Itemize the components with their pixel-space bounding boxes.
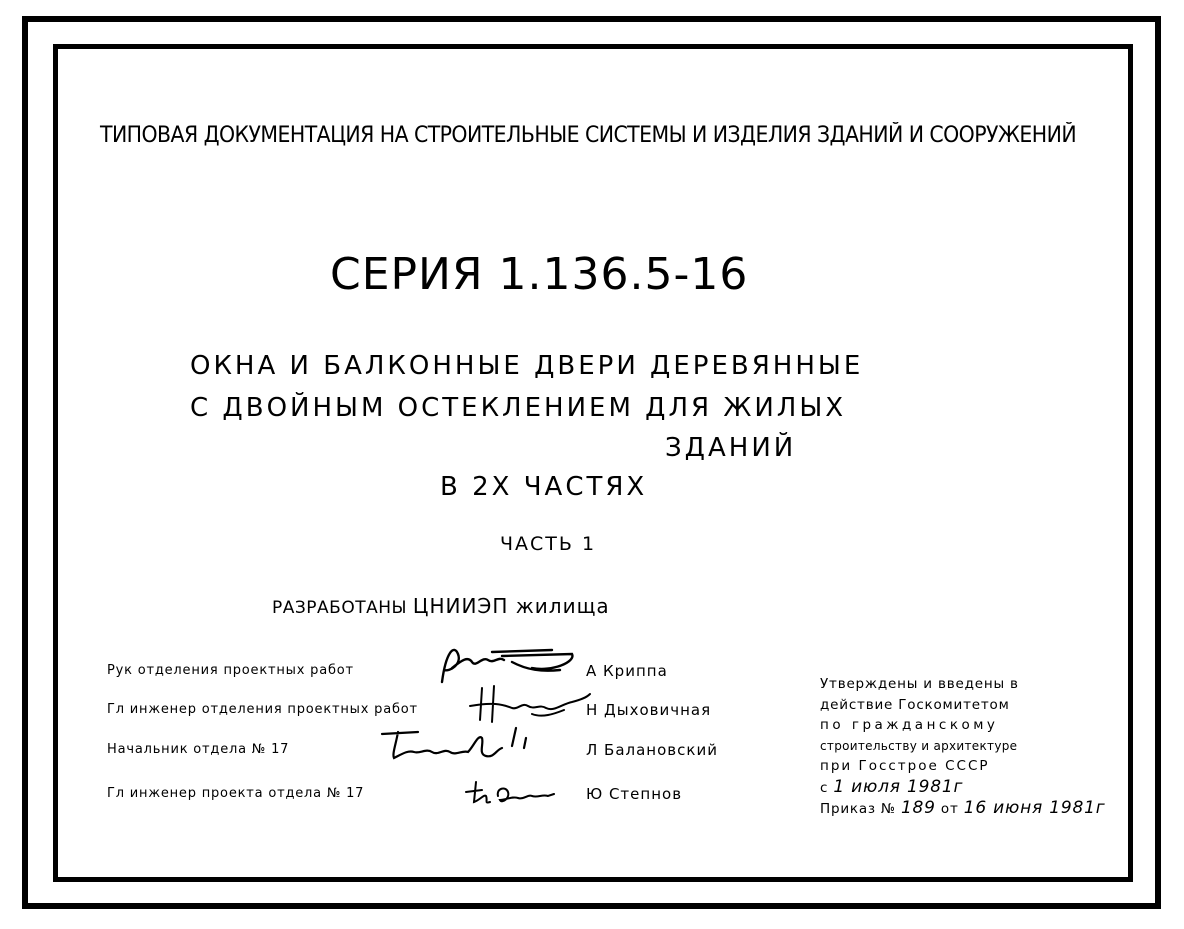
title-line-1: ОКНА И БАЛКОННЫЕ ДВЕРИ ДЕРЕВЯННЫЕ xyxy=(190,351,864,381)
approval-block xyxy=(820,674,1105,820)
signature-4 xyxy=(462,776,557,810)
document-type-heading: ТИПОВАЯ ДОКУМЕНТАЦИЯ НА СТРОИТЕЛЬНЫЕ СИСТЕМЫ И ИЗДЕЛИЯ ЗДАНИЙ И СООРУЖЕНИЙ xyxy=(100,123,1077,148)
approval-line-4: строительству и архитектуре xyxy=(820,738,1018,753)
developed-prefix: РАЗРАБОТАНЫ xyxy=(272,598,408,618)
effective-date: 1 июля 1981г xyxy=(833,776,964,797)
signature-1 xyxy=(432,642,582,687)
part-label: ЧАСТЬ 1 xyxy=(500,533,597,555)
title-line-3: ЗДАНИЙ xyxy=(665,433,797,463)
effective-date-line xyxy=(820,777,1105,799)
approval-line-3: по гражданскому xyxy=(820,717,999,733)
signatory-role: Начальник отдела № 17 xyxy=(107,742,290,757)
order-date: 16 июня 1981г xyxy=(963,798,1106,818)
signatory-name: А Криппа xyxy=(586,662,668,680)
title-line-4: В 2Х ЧАСТЯХ xyxy=(440,472,648,502)
order-from: от xyxy=(940,801,959,817)
signatory-name: Н Дыховичная xyxy=(586,701,712,719)
approval-line-1: Утверждены и введены в xyxy=(820,676,1019,692)
signatory-role: Рук отделения проектных работ xyxy=(107,663,354,678)
order-number: 189 xyxy=(900,798,936,818)
order-prefix: Приказ № xyxy=(820,801,896,817)
signatory-name: Ю Степнов xyxy=(586,785,683,803)
signatory-name: Л Балановский xyxy=(586,741,718,759)
signature-3 xyxy=(378,724,538,766)
title-line-2: С ДВОЙНЫМ ОСТЕКЛЕНИЕМ ДЛЯ ЖИЛЫХ xyxy=(190,393,847,423)
approval-line-2: действие Госкомитетом xyxy=(820,696,1010,713)
effective-date-prefix: с xyxy=(820,779,829,796)
order-line xyxy=(820,798,1105,820)
signatory-role: Гл инженер отделения проектных работ xyxy=(107,702,418,717)
signatory-role: Гл инженер проекта отдела № 17 xyxy=(107,786,365,801)
series-title: СЕРИЯ 1.136.5-16 xyxy=(330,249,749,300)
approval-line-5: при Госстрое СССР xyxy=(820,758,990,774)
developed-by xyxy=(272,596,610,617)
signature-2 xyxy=(462,684,592,726)
developer-organization: ЦНИИЭП жилища xyxy=(412,594,610,618)
